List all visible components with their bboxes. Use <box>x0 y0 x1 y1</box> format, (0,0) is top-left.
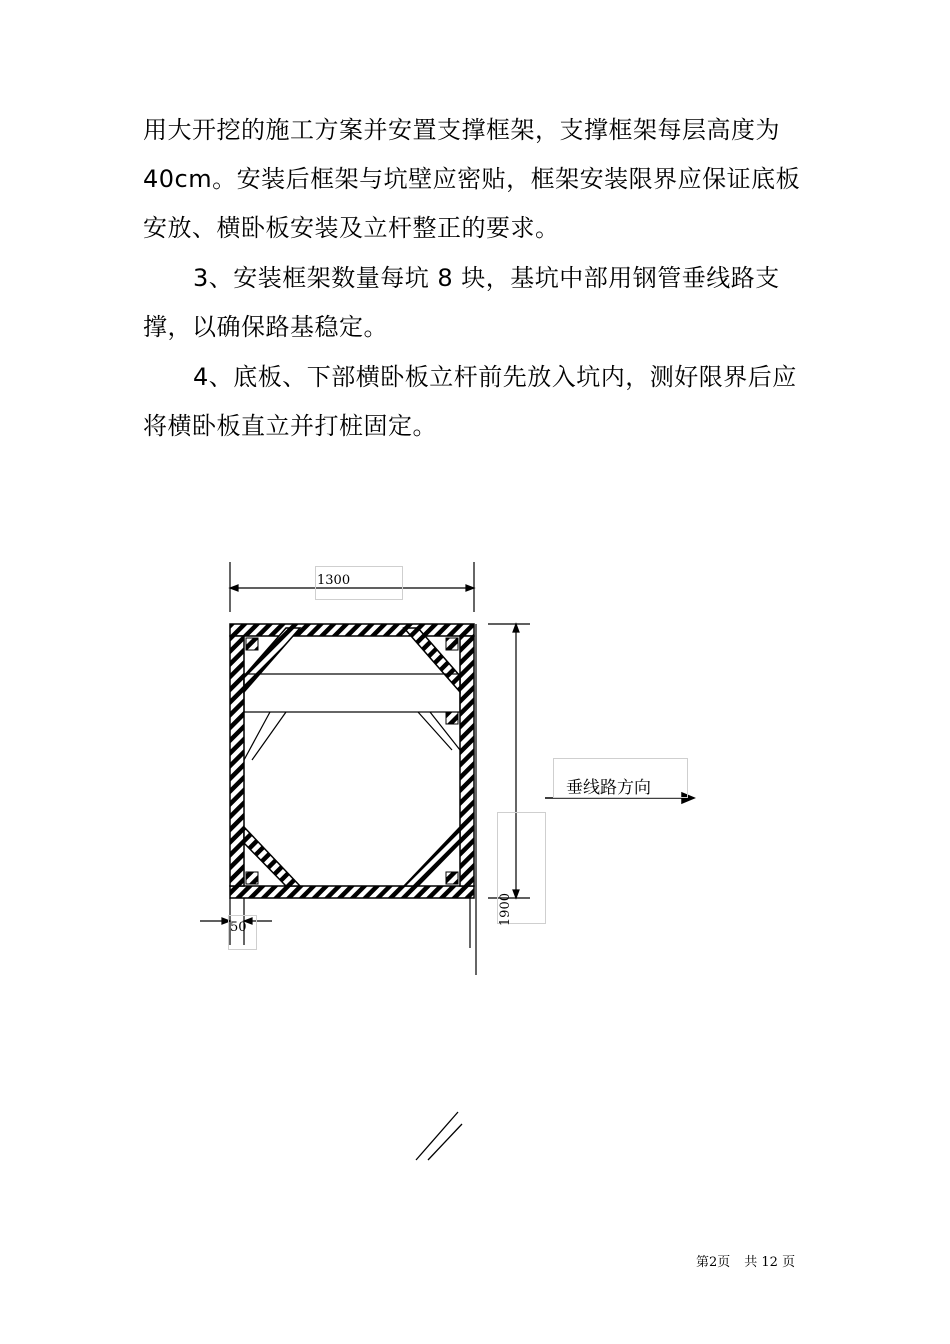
height-dimension-label: 1900 <box>498 893 513 927</box>
break-symbol <box>416 1112 462 1160</box>
corner-brackets <box>246 638 458 884</box>
direction-label: 垂线路方向 <box>566 778 651 798</box>
side-dimension-label: 50 <box>230 920 247 935</box>
paragraph-1: 用大开挖的施工方案并安置支撑框架，支撑框架每层高度为40cm。安装后框架与坑壁应密贴，框架安装限界应保证底板安放、横卧板安装及立杆整正的要求。 <box>143 116 801 242</box>
paragraph-2: 3、安装框架数量每坑 8 块，基坑中部用钢管垂线路支撑，以确保路基稳定。 <box>143 264 780 341</box>
page-total: 共 12 页 <box>744 1255 796 1270</box>
paragraph-3: 4、底板、下部横卧板立杆前先放入坑内，测好限界后应将横卧板直立并打桩固定。 <box>143 363 797 440</box>
page-footer <box>696 1251 795 1270</box>
width-dimension-label: 1300 <box>317 573 351 588</box>
corner-braces <box>244 628 460 886</box>
page-number: 第2页 <box>696 1255 731 1270</box>
steel-pipe-support <box>244 674 460 760</box>
